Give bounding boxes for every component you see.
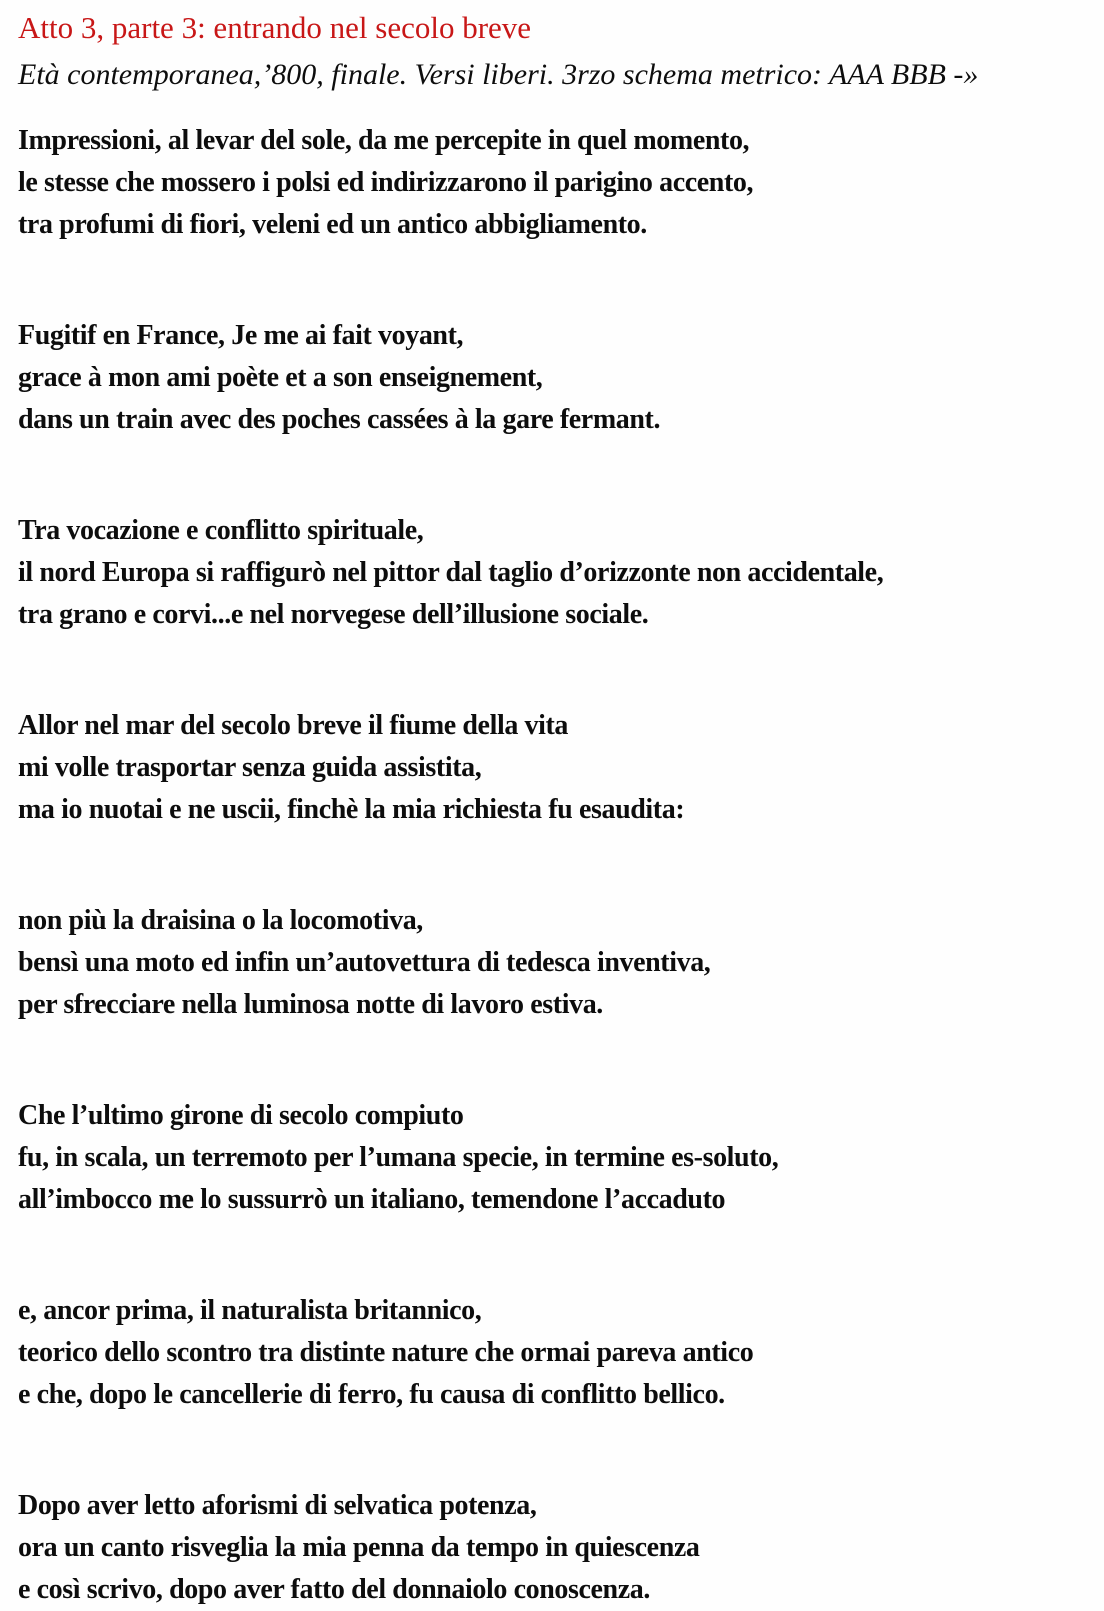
stanza-7 (18, 1290, 1094, 1416)
poem-line: grace à mon ami poète et a son enseignement, (18, 362, 543, 393)
poem-line: tra profumi di fiori, veleni ed un antico abbigliamento. (18, 209, 647, 240)
stanza-5 (18, 900, 1094, 1026)
poem-line: fu, in scala, un terremoto per l’umana specie, in termine es-soluto, (18, 1142, 779, 1173)
poem-line: Allor nel mar del secolo breve il fiume della vita (18, 710, 569, 741)
stanza-2 (18, 315, 1094, 441)
poem-line: Tra vocazione e conflitto spirituale, (18, 515, 424, 546)
poem-line: e che, dopo le cancellerie di ferro, fu causa di conflitto bellico. (18, 1379, 725, 1410)
poem-line: Che l’ultimo girone di secolo compiuto (18, 1100, 464, 1131)
poem-line: mi volle trasportar senza guida assistita, (18, 752, 482, 783)
stanza-6 (18, 1095, 1094, 1221)
poem-line: tra grano e corvi...e nel norvegese dell’illusione sociale. (18, 599, 649, 630)
poem-line: non più la draisina o la locomotiva, (18, 905, 423, 936)
page-subtitle: Età contemporanea,’800, finale. Versi liberi. 3rzo schema metrico: AAA BBB -» (18, 58, 979, 91)
poem-body (18, 120, 1094, 1611)
page-title: Atto 3, parte 3: entrando nel secolo breve (18, 10, 532, 45)
poem-line: Impressioni, al levar del sole, da me percepite in quel momento, (18, 125, 750, 156)
stanza-4 (18, 705, 1094, 831)
poem-line: Dopo aver letto aforismi di selvatica potenza, (18, 1490, 537, 1521)
stanza-3 (18, 510, 1094, 636)
poem-line: e così scrivo, dopo aver fatto del donnaiolo conoscenza. (18, 1574, 650, 1605)
poem-line: il nord Europa si raffigurò nel pittor dal taglio d’orizzonte non accidentale, (18, 557, 884, 588)
stanza-8 (18, 1485, 1094, 1611)
poem-line: ma io nuotai e ne uscii, finchè la mia richiesta fu esaudita: (18, 794, 685, 825)
poem-line: teorico dello scontro tra distinte nature che ormai pareva antico (18, 1337, 754, 1368)
poem-line: all’imbocco me lo sussurrò un italiano, temendone l’accaduto (18, 1184, 726, 1215)
poem-line: ora un canto risveglia la mia penna da tempo in quiescenza (18, 1532, 700, 1563)
poem-line: bensì una moto ed infin un’autovettura di tedesca inventiva, (18, 947, 711, 978)
poem-line: le stesse che mossero i polsi ed indirizzarono il parigino accento, (18, 167, 754, 198)
poem-line: e, ancor prima, il naturalista britannico, (18, 1295, 482, 1326)
poem-line: Fugitif en France, Je me ai fait voyant, (18, 320, 464, 351)
poem-line: per sfrecciare nella luminosa notte di lavoro estiva. (18, 989, 603, 1020)
poem-line: dans un train avec des poches cassées à la gare fermant. (18, 404, 661, 435)
stanza-1 (18, 120, 1094, 246)
